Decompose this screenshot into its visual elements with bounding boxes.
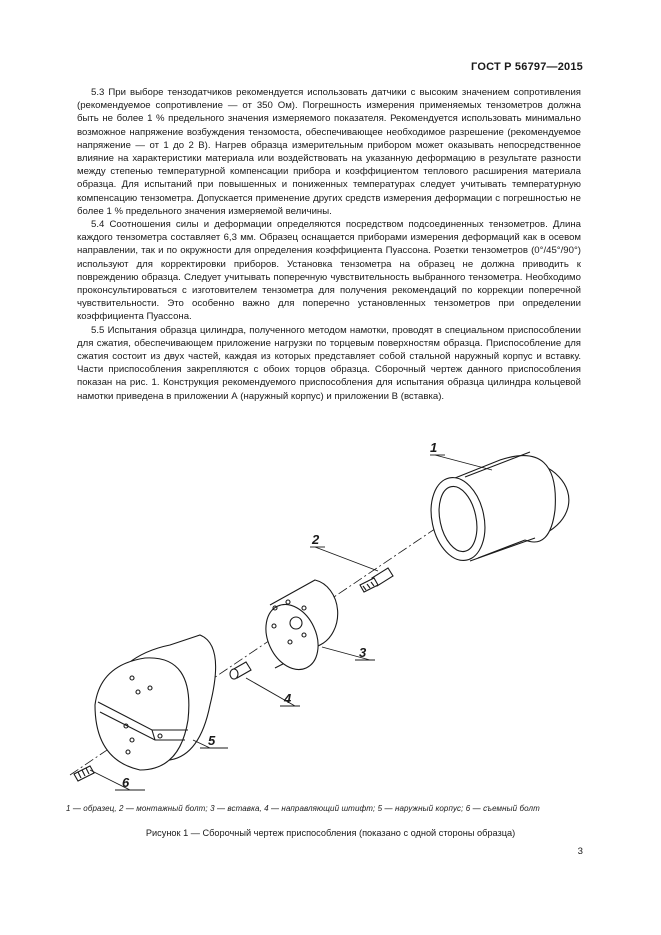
insert-disk [256,580,338,678]
assembly-drawing-figure [60,430,600,800]
removable-bolt [74,766,94,781]
paragraph-5-4: 5.4 Соотношения силы и деформации определяются посредством подсоединенных тензометров. Длина каждого тензометра составляет 6,3 мм. Образец оснащается приборами измерения деформаций как в осевом направлении, так и по окружности для определения коэффициента Пуассона. Розетки тензометров (0°/45°/90°) используют для корректировки приборов. Установка тензометра на образец не должна приводить к повреждению образца. Следует учитывать поперечную чувствительность выбранного тензометра. Необходимо проконсультироваться с изготовителем тензометра для получения рекомендаций по коррекции поперечной чувствительности. Это особенно важно для поперечно установленных тензометров при определении коэффициента Пуассона. [77,219,581,323]
outer-housing [95,635,216,770]
paragraph-5-3: 5.3 При выборе тензодатчиков рекомендуется использовать датчики с высоким значением сопротивления (рекомендуемое сопротивление — от 350 Ом). Погрешность измерения применяемых тензометров должна быть не более 1 % предельного значения измеряемого показателя. Рекомендуется использовать минимально возможное напряжение возбуждения тензомоста, обеспечивающее необходимое разрешение (рекомендуемое напряжение — от 1 до 2 В). Нагрев образца измерительным прибором может оказывать непосредственное влияние на характеристики материала или воздействовать на указанную деформацию в результате разности между степенью температурной компенсации прибора и коэффициентом теплового расширения материала образца. Для испытаний при повышенных и пониженных температурах следует учитывать температурную компенсацию тензометра. Допускается применение других средств измерения деформации с погрешностью не более 1 % предельного значения измеряемой величины. [77,87,581,217]
page-number: 3 [577,846,583,857]
callout-5: 5 [208,733,216,748]
callout-4: 4 [284,691,292,706]
callout-1: 1 [430,440,438,455]
mounting-bolt [360,568,393,592]
figure-caption: Рисунок 1 — Сборочный чертеж приспособления (показано с одной стороны образца) [145,828,516,838]
callout-6: 6 [122,775,130,790]
document-header: ГОСТ Р 56797—2015 [471,61,583,73]
guide-pin [230,662,251,679]
specimen-cylinder [424,452,569,565]
paragraph-5-5: 5.5 Испытания образца цилиндра, полученного методом намотки, проводят в специальном приспособлении для сжатия, обеспечивающем приложение нагрузки по торцевым поверхностям образца. Приспособление для сжатия состоит из двух частей, каждая из которых представляет собой стальной наружный корпус и вставку. Части приспособления закрепляются с обоих торцов образца. Сборочный чертеж данного приспособления показан на рис. 1. Конструкция рекомендуемого приспособления для испытания образца цилиндра кольцевой намотки приведена в приложении А (наружный корпус) и приложении В (вставка). [77,324,581,402]
figure-legend: 1 — образец, 2 — монтажный болт; 3 — вставка, 4 — направляющий штифт; 5 — наружный корпус; 6 — съемный болт [66,804,540,813]
body-text [77,86,581,403]
callout-3: 3 [359,645,367,660]
callout-2: 2 [312,532,320,547]
assembly-drawing [60,430,600,800]
